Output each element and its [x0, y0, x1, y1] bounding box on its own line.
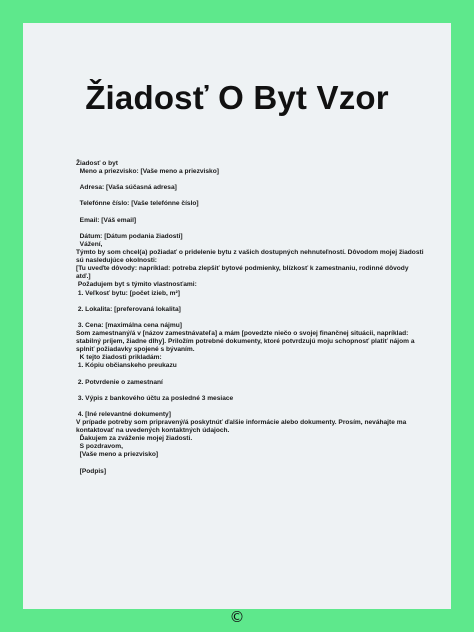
document-line: [Vaše meno a priezvisko] [76, 451, 159, 459]
document-line: 1. Veľkosť bytu: [počet izieb, m²] [76, 289, 180, 297]
document-line [76, 209, 424, 217]
document-line [76, 298, 424, 306]
document-line: Ďakujem za zváženie mojej žiadosti. [76, 435, 193, 443]
document-line: S pozdravom, [76, 443, 123, 451]
document-line: [Tu uveďte dôvody: napríklad: potreba zlepšiť bytové podmienky, blízkosť k zamestnaniu, rodinné dôvody atď.] [76, 265, 411, 281]
document-line: Dátum: [Dátum podania žiadosti] [76, 232, 183, 240]
document-line: [Podpis] [76, 467, 107, 475]
document-line [76, 176, 424, 184]
document-line: Vážení, [76, 240, 103, 248]
document-line [76, 387, 424, 395]
document-line: 1. Kópiu občianskeho preukazu [76, 362, 177, 370]
document-line [76, 192, 424, 200]
document-line: K tejto žiadosti prikladám: [76, 354, 162, 362]
document-line [76, 403, 424, 411]
document-line [76, 225, 424, 233]
document-line: Adresa: [Vaša súčasná adresa] [76, 184, 177, 192]
document-line: 2. Potvrdenie o zamestnaní [76, 378, 163, 386]
document-page [23, 23, 451, 626]
document-line: V prípade potreby som pripravený/á poskytnúť ďalšie informácie alebo dokumenty. Prosím, neváhajte ma kontaktovať na uvedených kontaktných údajoch. [76, 419, 409, 435]
copyright-icon: © [229, 608, 245, 626]
document-line [76, 459, 424, 467]
document-line: Email: [Váš email] [76, 216, 137, 224]
document-line: Týmto by som chcel(a) požiadať o pridelenie bytu z vašich dostupných nehnuteľností. Dôvodom mojej žiadosti sú nasledujúce okolnosti: [76, 249, 426, 265]
document-line: Požadujem byt s týmito vlastnosťami: [76, 281, 197, 289]
document-body [76, 160, 424, 476]
document-line: 3. Výpis z bankového účtu za posledné 3 mesiace [76, 394, 234, 402]
document-line [76, 314, 424, 322]
document-title: Žiadosť O Byt Vzor [85, 79, 389, 116]
document-line [76, 370, 424, 378]
document-line: Som zamestnaný/á v [názov zamestnávateľa] a mám [povedzte niečo o svojej finančnej situácii, napríklad: stabilný príjem, žiadne dlhy]. Priložím potrebné dokumenty, ktoré potvrdzujú moju schopnosť platiť nájom a splniť požiadavky spojené s bývaním. [76, 329, 417, 354]
document-line: 4. [Iné relevantné dokumenty] [76, 410, 171, 418]
document-line: 3. Cena: [maximálna cena nájmu] [76, 321, 182, 329]
document-line: Telefónne číslo: [Vaše telefónne číslo] [76, 200, 199, 208]
document-line: 2. Lokalita: [preferovaná lokalita] [76, 305, 181, 313]
document-line: Meno a priezvisko: [Vaše meno a priezvisko] [76, 168, 219, 176]
document-line: Žiadosť o byt [76, 160, 118, 167]
